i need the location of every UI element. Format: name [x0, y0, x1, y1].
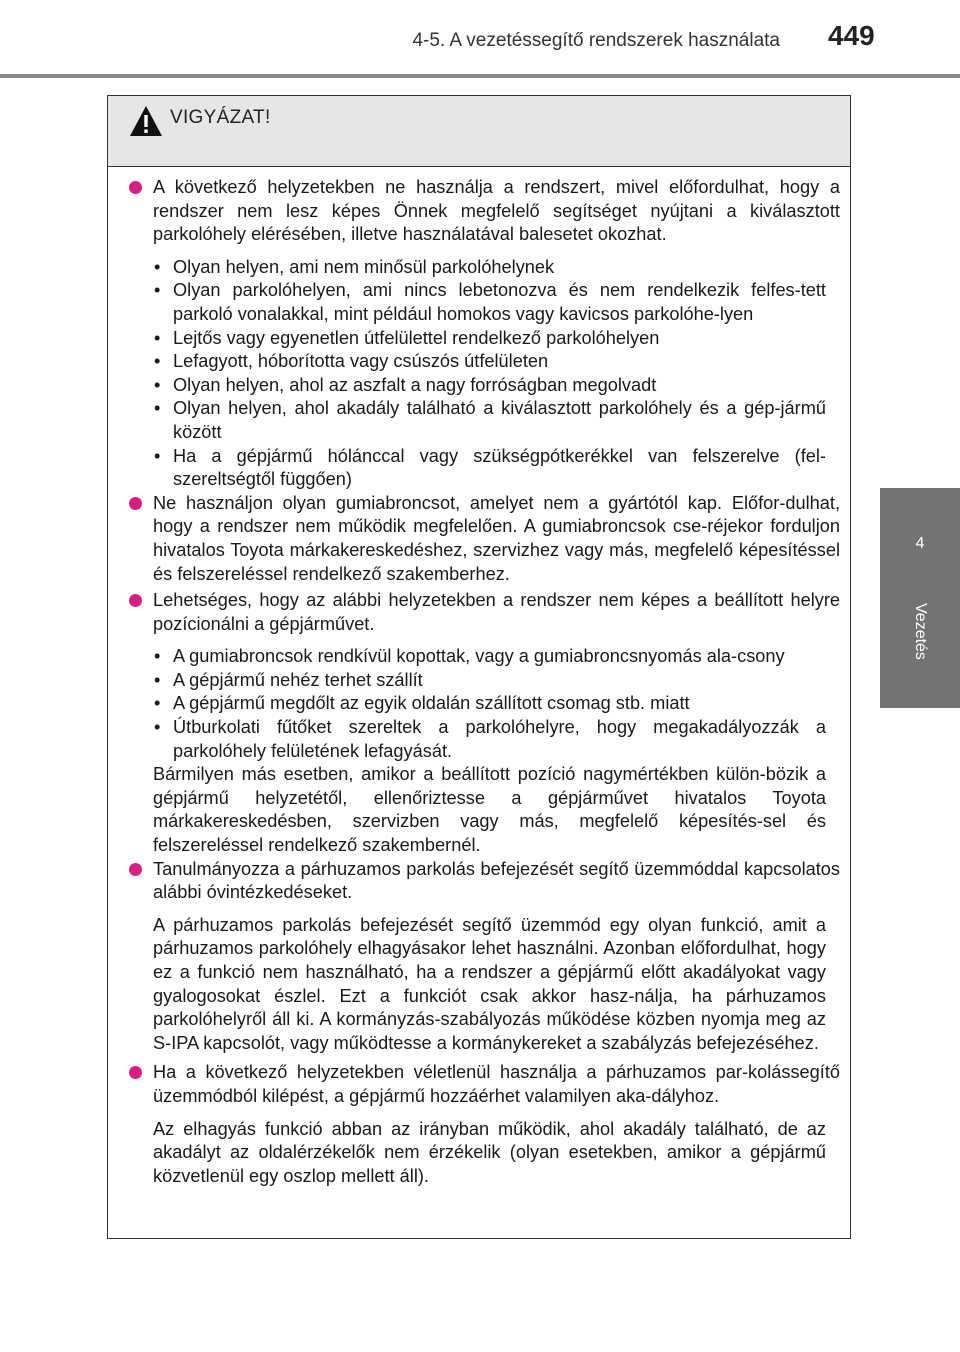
list-item: • Lejtős vagy egyenetlen útfelülettel rendelkező parkolóhelyen — [154, 327, 660, 348]
warning-paragraph: Lehetséges, hogy az alábbi helyzetekben a rendszer nem képes a beállított helyre pozícionálni a gépjárművet. — [128, 589, 840, 636]
bullet-dot-icon — [129, 1066, 142, 1079]
list-item: • Útburkolati fűtőket szereltek a parkolóhelyre, hogy megakadályozzák a parkolóhely felületének lefagyását. — [154, 717, 826, 761]
list-item: • Olyan helyen, ami nem minősül parkolóhelynek — [154, 256, 555, 277]
list-item: • Olyan parkolóhelyen, ami nincs lebetonozva és nem rendelkezik felfes-tett parkoló vonalakkal, mint például homokos vagy kavicsos parkolóhe-lyen — [154, 280, 826, 324]
list-item: • Ha a gépjármű hólánccal vagy szükségpótkerékkel van felszerelve (fel-szereltségtől függően) — [154, 445, 826, 490]
list-item: • A gépjármű nehéz terhet szállít — [154, 669, 423, 690]
warning-paragraph: Tanulmányozza a párhuzamos parkolás befejezését segítő üzemmóddal kapcsolatos alábbi óvintézkedéseket. — [128, 858, 840, 905]
list-item: • Olyan helyen, ahol akadály található a kiválasztott parkolóhely és a gép-jármű között — [154, 398, 826, 442]
warning-content — [128, 176, 840, 1188]
chapter-tab-label: Vezetés — [912, 603, 929, 660]
list-item: • A gépjármű megdőlt az egyik oldalán szállított csomag stb. miatt — [154, 693, 690, 714]
note-text: Bármilyen más esetben, amikor a beállított pozíció nagymértékben külön-bözik a gépjármű helyzetétől, ellenőriztesse a gépjárművet hivatalos Toyota márkakereskedésben, szervizben vagy más, megfelelő képesítés-sel és felszereléssel rendelkező szakembernél. — [153, 764, 826, 856]
warning-title: VIGYÁZAT! — [170, 107, 271, 128]
list-item: • Olyan helyen, ahol az aszfalt a nagy forróságban megolvadt — [154, 374, 657, 395]
warning-header — [108, 96, 850, 167]
warning-paragraph: A következő helyzetekben ne használja a rendszert, mivel előfordulhat, hogy a rendszer nem lesz képes Önnek megfelelő segítséget nyújtani a kiválasztott parkolóhely elérésében, illetve használatával balesetet okozhat. — [128, 176, 840, 247]
running-header: 4-5. A vezetéssegítő rendszerek használata — [412, 30, 780, 51]
list-item: • A gumiabroncsok rendkívül kopottak, vagy a gumiabroncsnyomás ala-csony — [154, 646, 785, 667]
bullet-dot-icon — [129, 181, 142, 194]
list-item: • Lefagyott, hóborította vagy csúszós útfelületen — [154, 351, 549, 372]
bullet-dot-icon — [129, 497, 142, 510]
warning-box — [107, 95, 851, 1239]
warning-paragraph: Ha a következő helyzetekben véletlenül használja a párhuzamos par-kolássegítő üzemmódból kilépést, a gépjármű hozzáérhet valamilyen aka-dályhoz. — [128, 1061, 840, 1108]
note-text: A párhuzamos parkolás befejezését segítő üzemmód egy olyan funkció, amit a párhuzamos parkolóhely elhagyásakor lehet használni. Azonban előfordulhat, hogy ez a funkció nem használható, ha a rendszer a gépjármű előtt akadályokat vagy gyalogosokat észlel. Ezt a funkciót csak akkor hasz-nálja, ha párhuzamos parkolóhelyről áll ki. A kormányzás-szabályozás működése közben nyomja meg az S-IPA kapcsolót, vagy működtesse a kormánykereket a szabályzás befejezéséhez. — [153, 914, 826, 1053]
bullet-dot-icon — [129, 863, 142, 876]
bullet-dot-icon — [129, 594, 142, 607]
page-number: 449 — [828, 20, 875, 51]
warning-triangle-icon — [128, 104, 164, 138]
warning-paragraph: Ne használjon olyan gumiabroncsot, amelyet nem a gyártótól kap. Előfor-dulhat, hogy a rendszer nem működik megfelelően. A gumiabroncsok cse-réjekor forduljon hivatalos Toyota márkakereskedéshez, szervizhez vagy más, megfelelő képesítéssel és felszereléssel rendelkező szakemberhez. — [128, 492, 840, 586]
chapter-tab-number: 4 — [915, 535, 925, 552]
header-divider — [0, 74, 960, 78]
note-text: Az elhagyás funkció abban az irányban működik, ahol akadály található, de az akadályt az oldalérzékelők nem érzékelik (olyan esetekben, amikor a gépjármű közvetlenül egy oszlop mellett áll). — [153, 1118, 826, 1186]
